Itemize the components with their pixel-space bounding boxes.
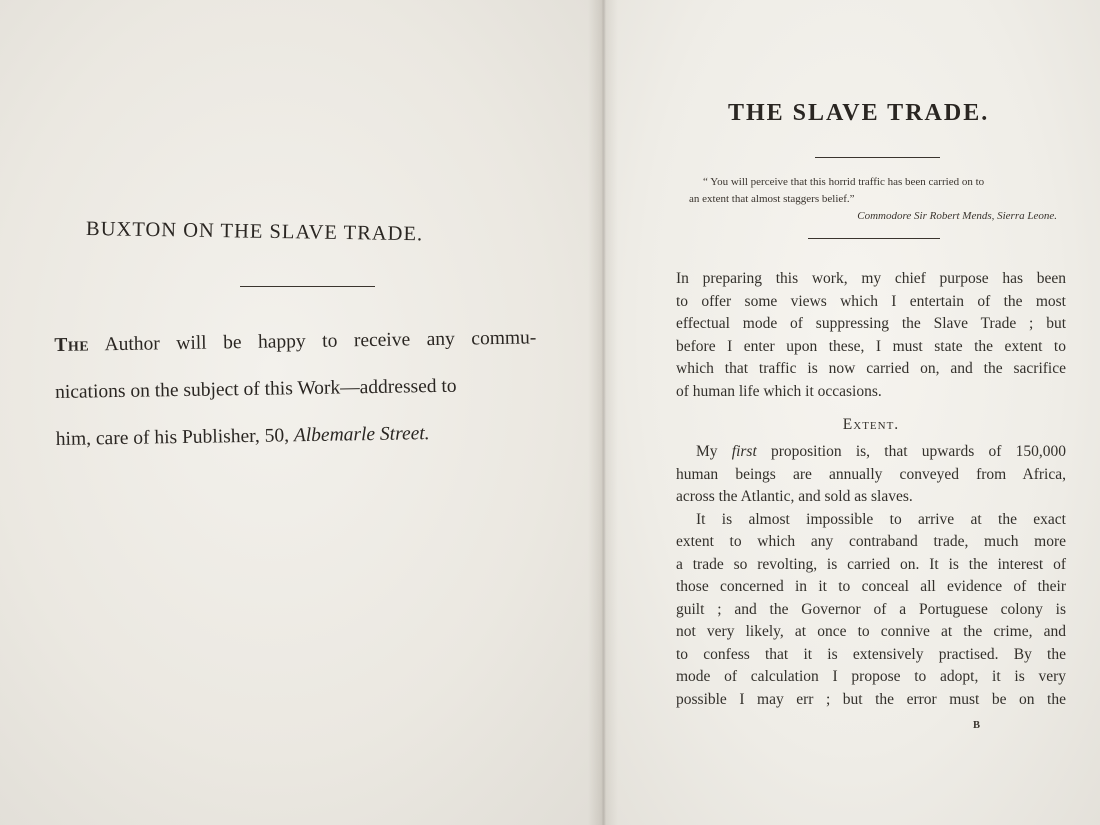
para2-line: extent to which any contraband trade, much more (676, 533, 1066, 550)
intro-line: In preparing this work, my chief purpose has been (676, 270, 1066, 287)
epigraph-line-1: “ You will perceive that this horrid traffic has been carried on to (703, 176, 985, 188)
section-heading: Extent. (842, 416, 900, 433)
epigraph-rule (808, 238, 940, 239)
chapter-body (676, 268, 1066, 711)
para2-line: a trade so revolting, is carried on. It is the interest of (676, 555, 1066, 573)
intro-line: of human life which it occasions. (676, 382, 882, 400)
para2-line: possible I may err ; but the error must be on the (676, 690, 1066, 708)
intro-line: which that traffic is now carried on, and the sacrifice (676, 360, 1066, 377)
author-notice (54, 314, 546, 463)
notice-line-2: nications on the subject of this Work—addressed to (54, 375, 457, 403)
notice-lead-word: The (54, 334, 90, 356)
notice-line-3 (55, 408, 546, 463)
intro-line: effectual mode of suppressing the Slave Trade ; but (676, 315, 1066, 332)
title-rule (815, 157, 940, 158)
para1-line-3: across the Atlantic, and sold as slaves. (676, 488, 913, 505)
para1-line-2: human beings are annually conveyed from Africa, (676, 465, 1066, 483)
para2-line: those concerned in it to conceal all evidence of their (676, 578, 1066, 595)
notice-line-1 (54, 314, 537, 369)
para1-emphasis: first (731, 443, 757, 460)
intro-line: before I enter upon these, I must state the extent to (676, 337, 1066, 355)
epigraph-attribution: Commodore Sir Robert Mends, Sierra Leone. (857, 210, 1057, 222)
epigraph-line-2: an extent that almost staggers belief.” (689, 193, 855, 205)
notice-line-3-text: him, care of his Publisher, 50, (55, 425, 295, 450)
para1-rest: proposition is, that upwards of 150,000 (756, 443, 1066, 460)
para2-line: to confess that it is extensively practised. By the (676, 645, 1066, 663)
para2-line: It is almost impossible to arrive at the exact (696, 510, 1066, 528)
left-page-title: BUXTON ON THE SLAVE TRADE. (85, 218, 424, 246)
epigraph (689, 174, 1061, 225)
notice-line-1-text: Author will be happy to receive any commu- (88, 327, 537, 356)
para1-line-1 (676, 441, 1066, 464)
chapter-title: THE SLAVE TRADE. (728, 100, 990, 126)
intro-line: to offer some views which I entertain of the most (676, 292, 1066, 310)
para2-line: not very likely, at once to connive at the crime, and (676, 623, 1066, 640)
signature-mark: B (973, 720, 981, 731)
title-divider (240, 286, 375, 287)
para2-line: mode of calculation I propose to adopt, it is very (676, 668, 1066, 685)
para1-lead: My (696, 443, 732, 460)
para2-line: guilt ; and the Governor of a Portuguese colony is (676, 600, 1066, 618)
publisher-address: Albemarle Street. (293, 423, 430, 447)
